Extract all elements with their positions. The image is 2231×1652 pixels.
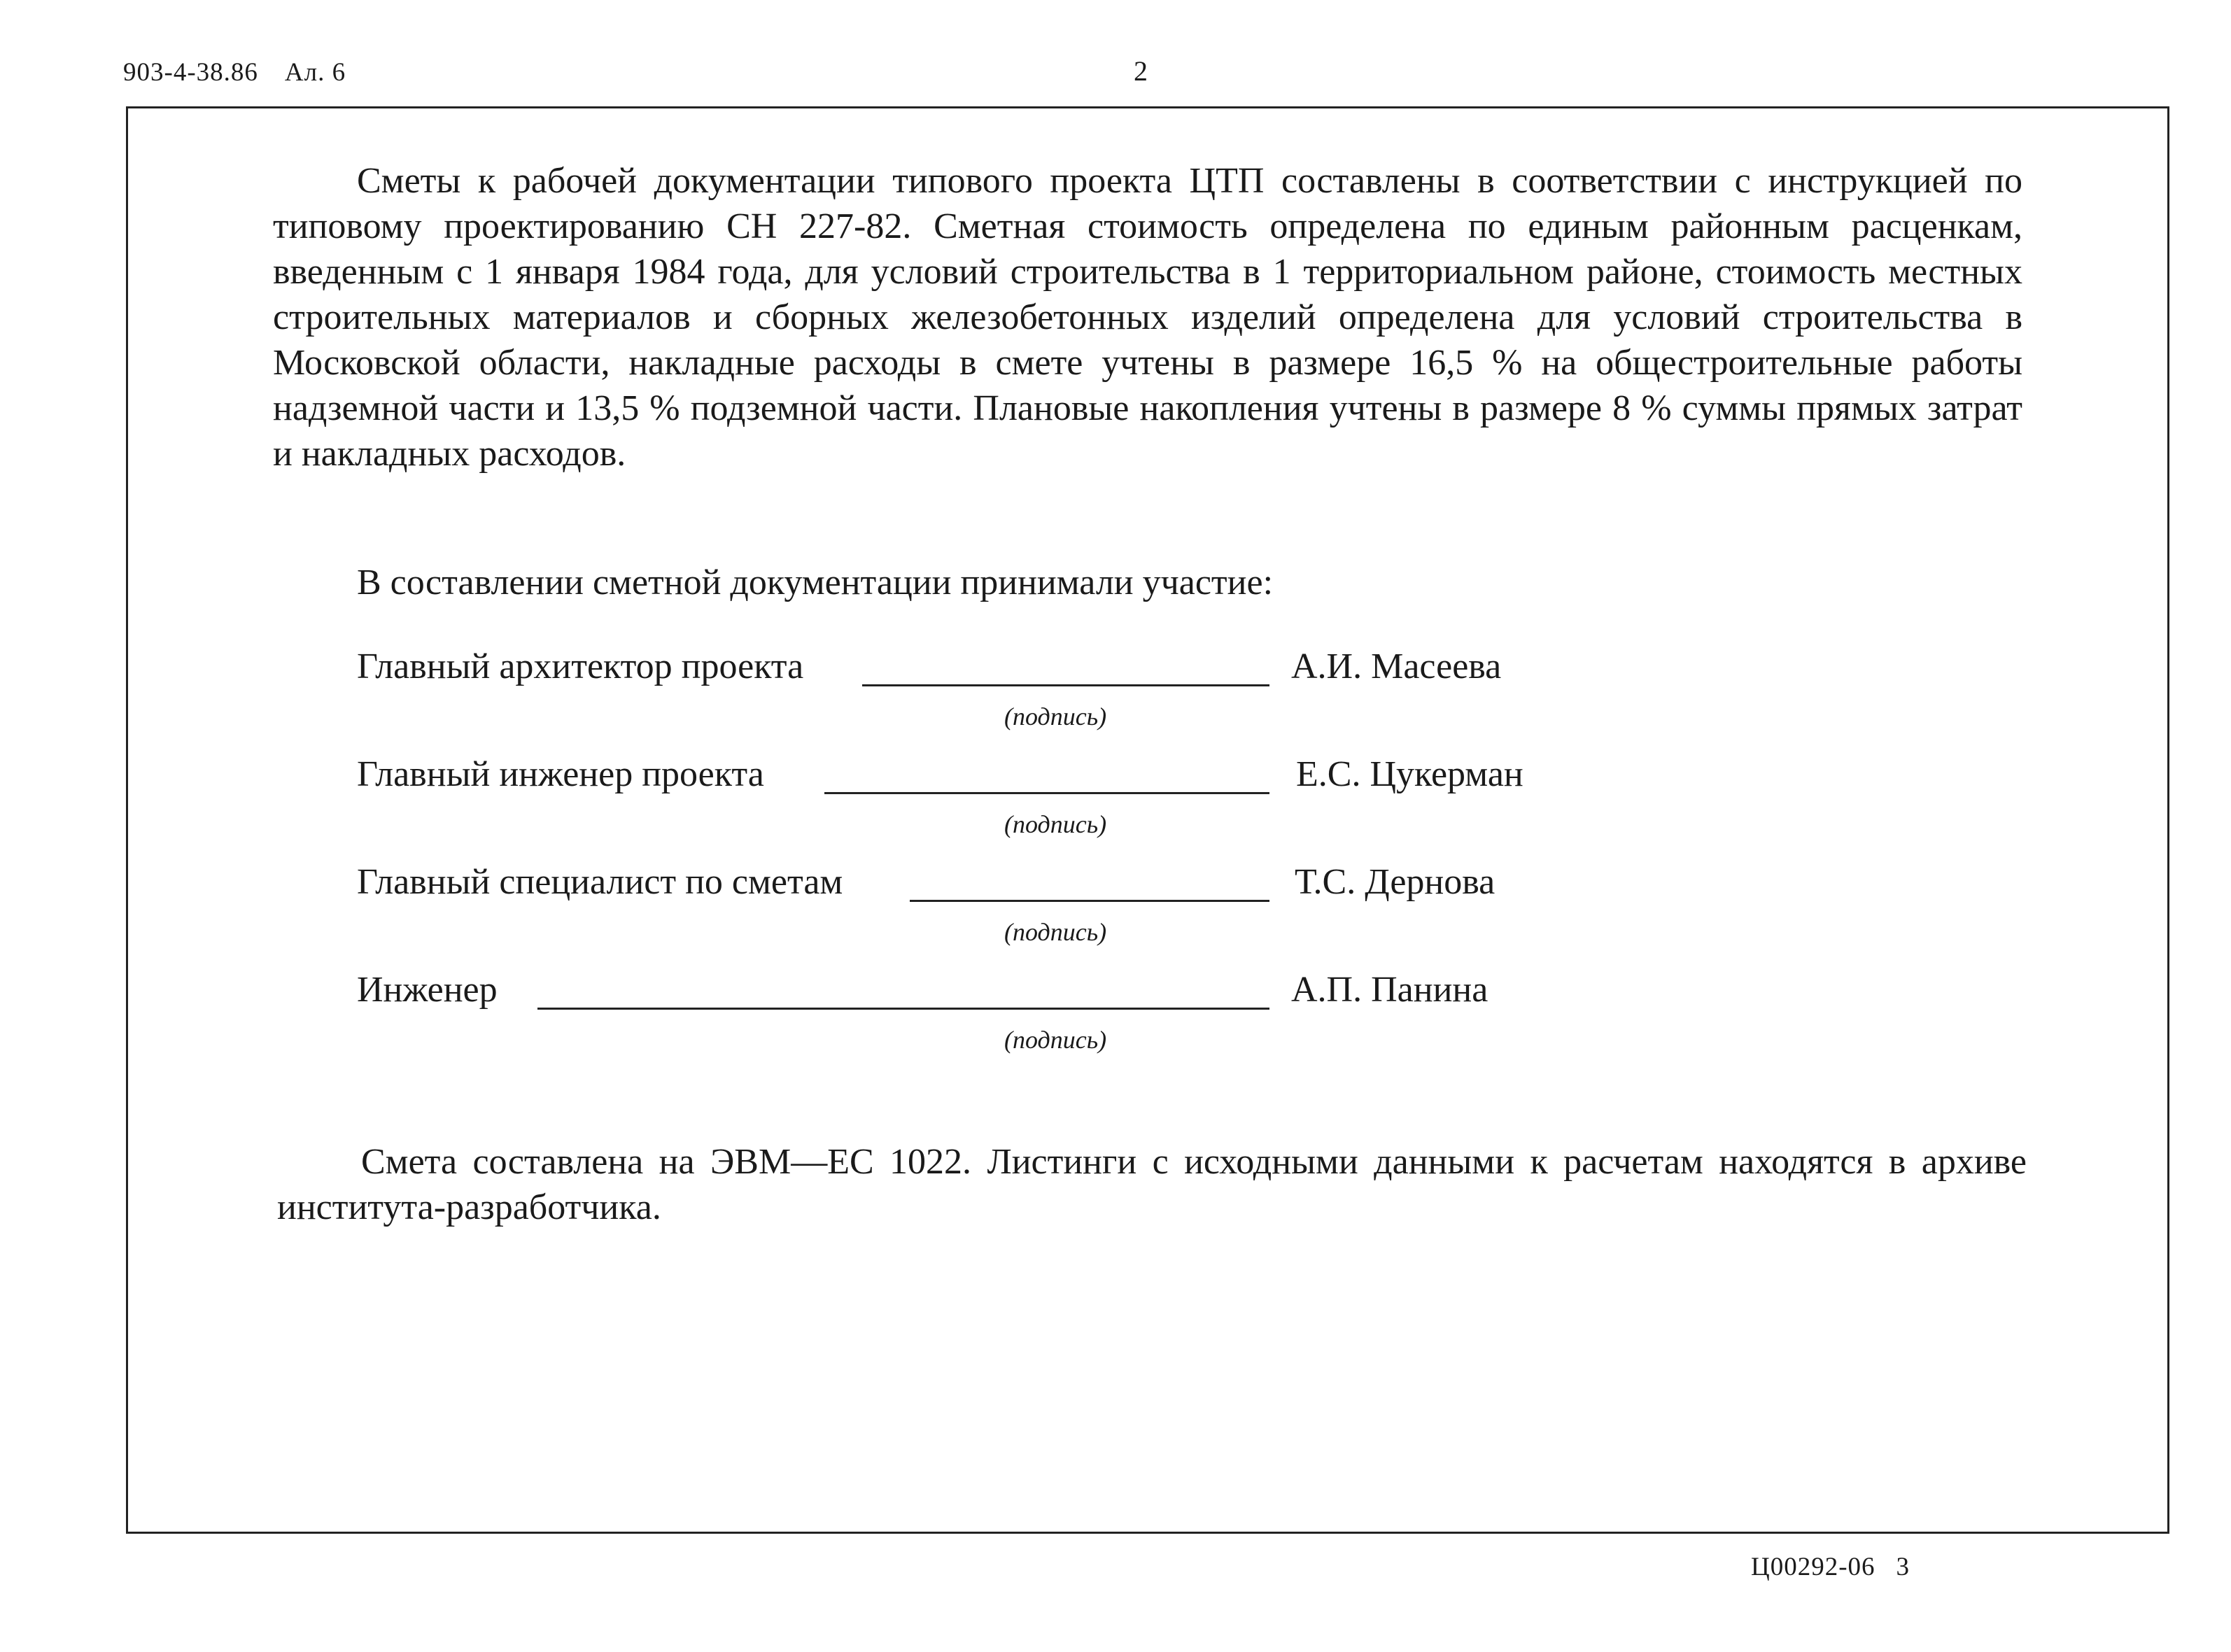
signature-caption: (подпись) — [1004, 703, 1107, 730]
signature-line — [537, 1008, 1269, 1010]
participants-intro: В составлении сметной документации принимали участие: — [357, 563, 1274, 602]
signer-name: Т.С. Дернова — [1295, 862, 1495, 902]
signer-row — [357, 644, 1617, 693]
signer-row — [357, 751, 1617, 800]
estimate-description-paragraph: Сметы к рабочей документации типового проекта ЦТП составлены в соответствии с инструкцией по типовому проектированию СН 227-82. Сметная стоимость определена по единым районным расценкам, введенным с 1 января 1984 года, для условий строительства в 1 территориальном районе, стоимость местных строительных материалов и сборных железобетонных изделий определена для условий строительства в Московской области, накладные расходы в смете учтены в размере 16,5 % на общестроительные работы надземной части и 13,5 % подземной части. Плановые накопления учтены в размере 8 % суммы прямых затрат и накладных расходов. — [273, 161, 2022, 474]
signer-row — [357, 859, 1617, 908]
signer-name: Е.С. Цукерман — [1296, 754, 1523, 794]
footer-doc-code: Ц00292-06 — [1751, 1553, 1875, 1581]
signature-line — [824, 792, 1269, 794]
footer-code — [1751, 1552, 1910, 1582]
signer-row — [357, 967, 1617, 1016]
document-code-header — [123, 57, 346, 87]
signer-name: А.П. Панина — [1291, 970, 1488, 1010]
signature-caption: (подпись) — [1004, 810, 1107, 838]
footer-sheet-number: 3 — [1896, 1553, 1910, 1581]
signature-line — [910, 900, 1269, 902]
signer-role: Инженер — [357, 970, 498, 1010]
signer-role: Главный инженер проекта — [357, 754, 764, 794]
computing-note-paragraph: Смета составлена на ЭВМ—ЕС 1022. Листинги с исходными данными к расчетам находятся в архиве института-разработчика. — [277, 1142, 2027, 1227]
signer-role: Главный специалист по сметам — [357, 862, 843, 902]
page-number: 2 — [1134, 55, 1148, 87]
signer-name: А.И. Масеева — [1291, 647, 1502, 686]
signature-caption: (подпись) — [1004, 1026, 1107, 1054]
album-label: Ал. 6 — [284, 58, 346, 87]
signer-role: Главный архитектор проекта — [357, 647, 804, 686]
doc-code: 903-4-38.86 — [123, 58, 258, 87]
signature-line — [862, 684, 1269, 686]
signature-caption: (подпись) — [1004, 918, 1107, 946]
